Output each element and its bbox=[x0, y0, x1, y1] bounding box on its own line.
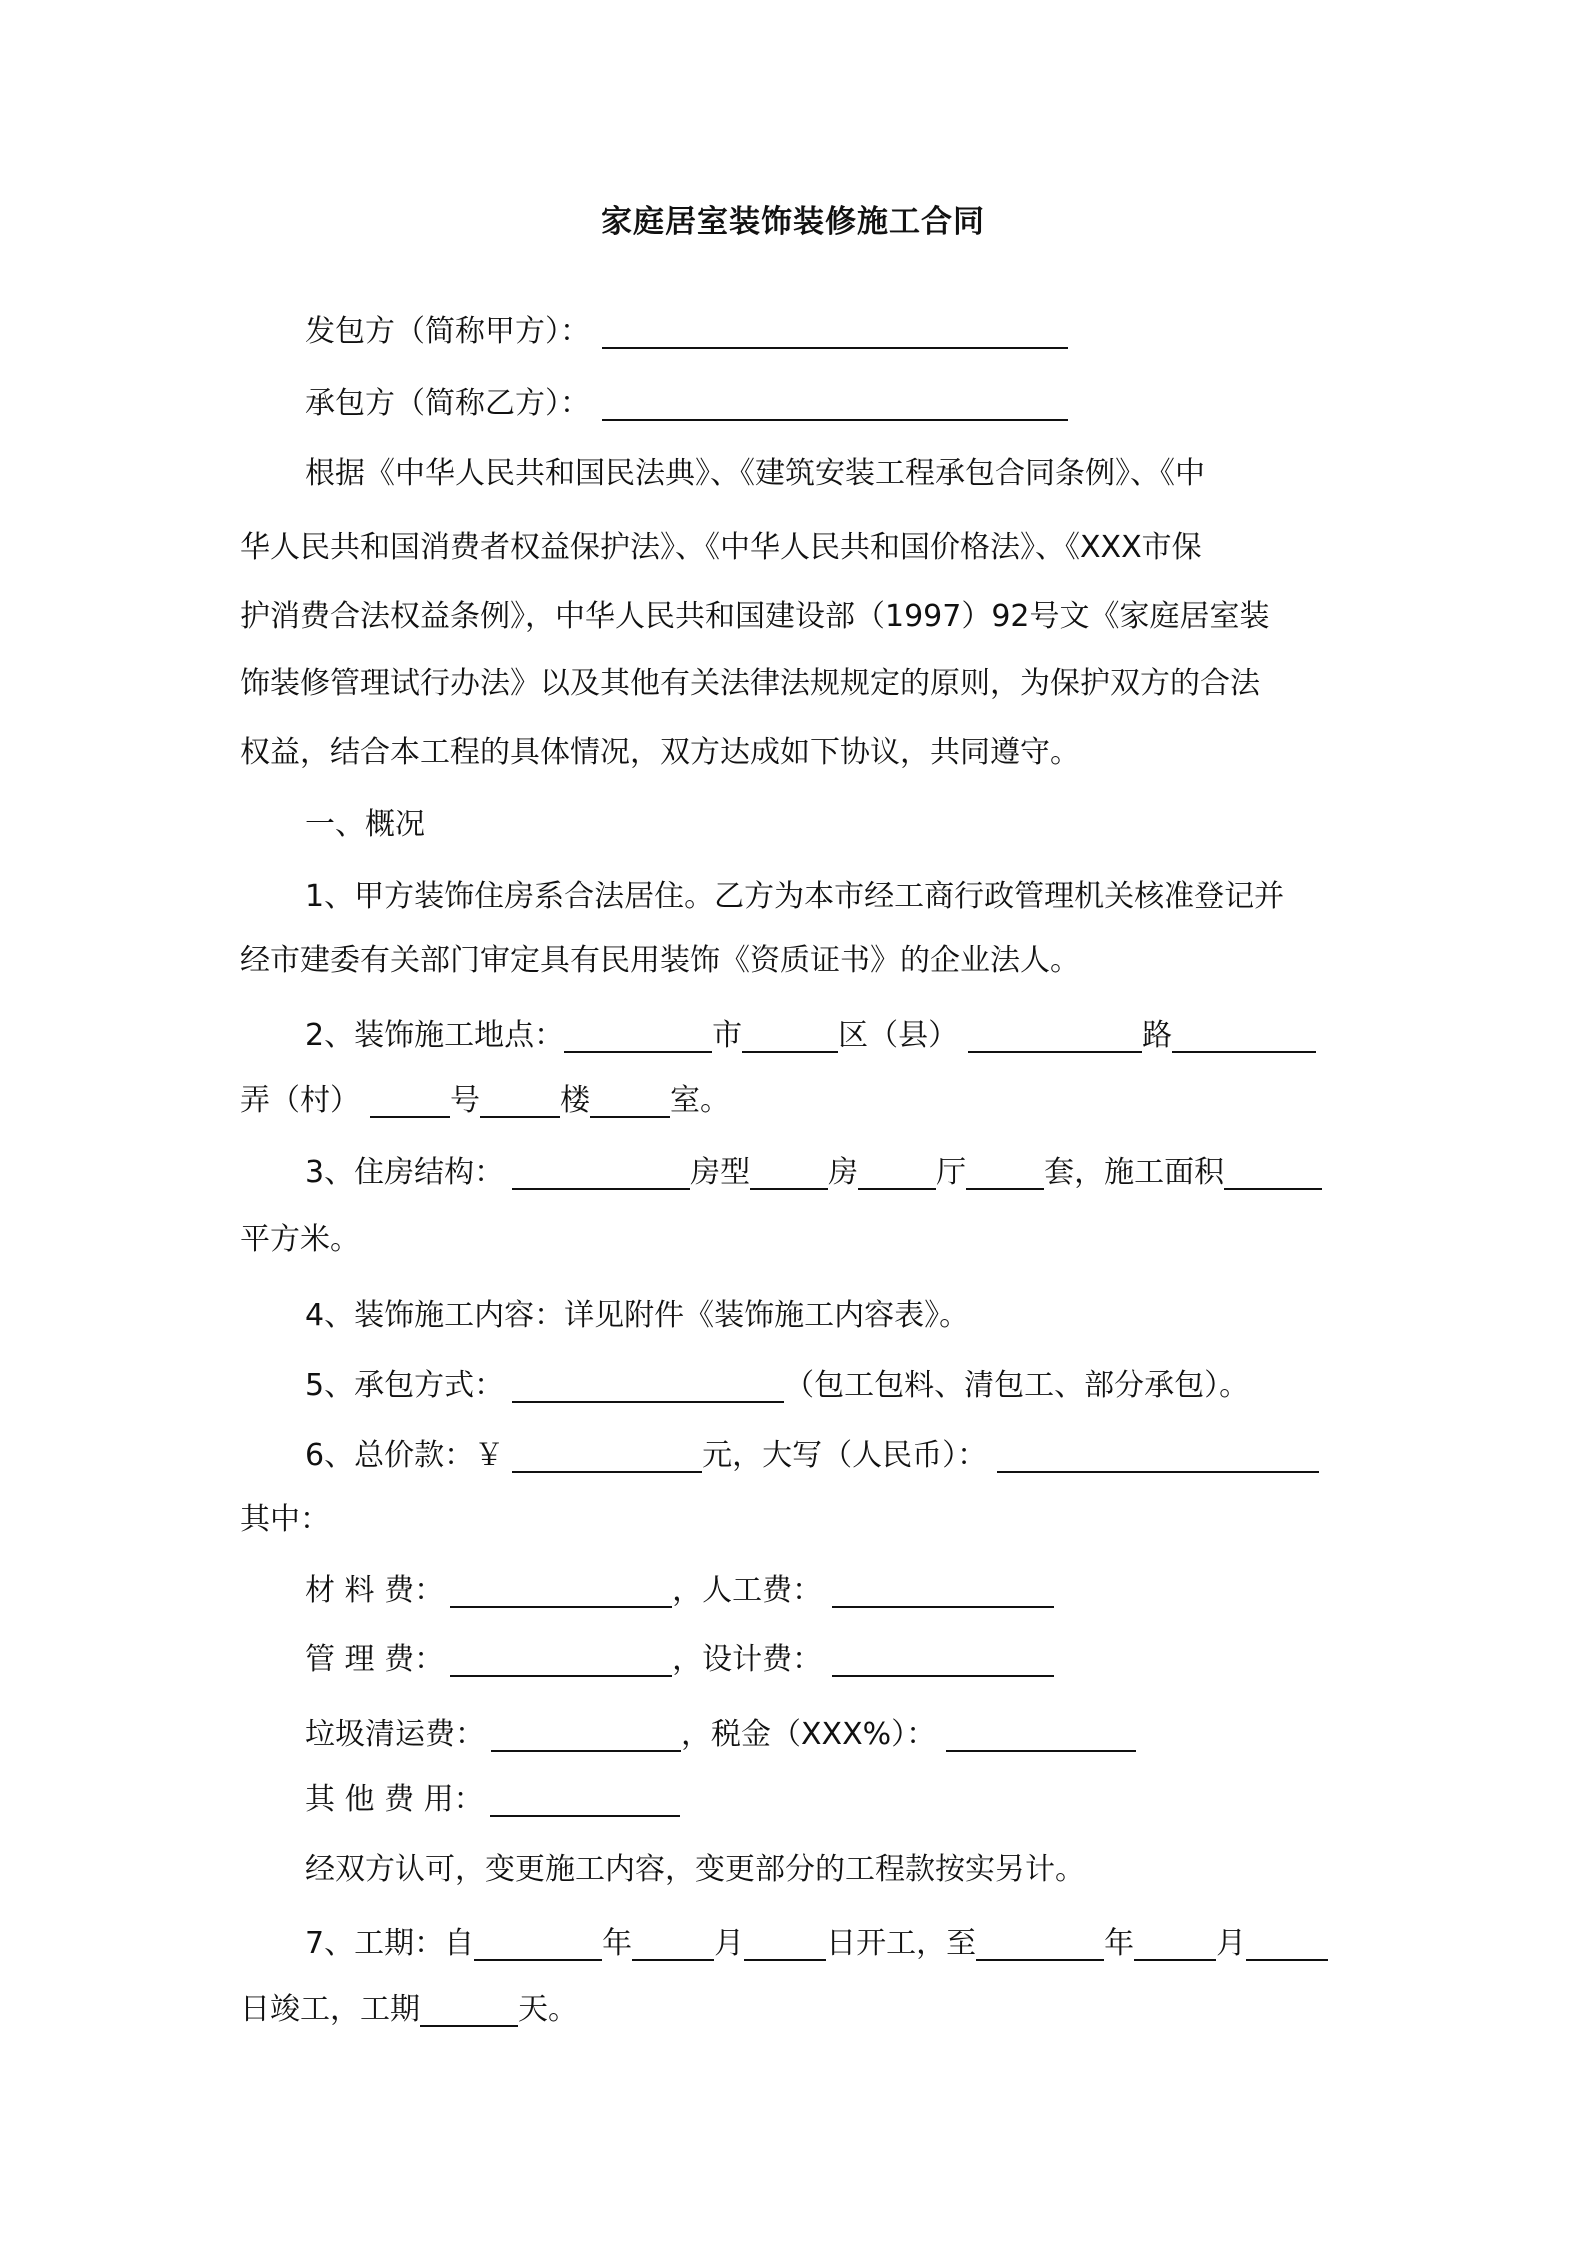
item6-yuan: 元，大写（人民币）： bbox=[702, 1438, 988, 1473]
total-price-words-blank[interactable] bbox=[997, 1437, 1319, 1473]
labor-blank[interactable] bbox=[832, 1572, 1054, 1608]
item7-start: 日开工，至 bbox=[826, 1926, 977, 1961]
suite-blank[interactable] bbox=[966, 1154, 1044, 1190]
party-b-line bbox=[305, 384, 1068, 424]
design-label: ，设计费： bbox=[672, 1642, 823, 1677]
basis-line-2: 华人民共和国消费者权益保护法》、《中华人民共和国价格法》、《XXX市保 bbox=[240, 530, 1202, 565]
item6-prefix: 6、总价款：￥ bbox=[305, 1438, 505, 1473]
item2-lane: 弄（村） bbox=[240, 1083, 360, 1118]
basis-line-5: 权益，结合本工程的具体情况，双方达成如下协议，共同遵守。 bbox=[240, 735, 1080, 770]
item3-prefix: 3、住房结构： bbox=[305, 1155, 505, 1190]
item5-options: （包工包料、清包工、部分承包）。 bbox=[784, 1368, 1250, 1403]
item2-district: 区（县） bbox=[838, 1018, 959, 1053]
tax-label: ，税金（XXX%）： bbox=[681, 1717, 937, 1752]
start-day-blank[interactable] bbox=[744, 1925, 826, 1961]
duration-blank[interactable] bbox=[420, 1991, 518, 2027]
start-year-blank[interactable] bbox=[474, 1925, 602, 1961]
contract-mode-blank[interactable] bbox=[512, 1367, 784, 1403]
fee-line-management bbox=[305, 1640, 1054, 1680]
room-blank[interactable] bbox=[590, 1082, 670, 1118]
garbage-blank[interactable] bbox=[491, 1716, 681, 1752]
end-day-blank[interactable] bbox=[1246, 1925, 1328, 1961]
building-blank[interactable] bbox=[480, 1082, 560, 1118]
rooms-blank[interactable] bbox=[750, 1154, 828, 1190]
item7-line-1 bbox=[305, 1924, 1328, 1964]
basis-line-3: 护消费合法权益条例》，中华人民共和国建设部（1997）92号文《家庭居室装 bbox=[240, 599, 1270, 634]
start-month-blank[interactable] bbox=[632, 1925, 714, 1961]
basis-line-1: 根据《中华人民共和国民法典》、《建筑安装工程承包合同条例》、《中 bbox=[305, 456, 1205, 491]
item7-end-month: 月 bbox=[1216, 1926, 1247, 1961]
item2-road: 路 bbox=[1142, 1018, 1173, 1053]
road-blank[interactable] bbox=[968, 1017, 1142, 1053]
item7-line-2 bbox=[240, 1990, 578, 2030]
total-price-blank[interactable] bbox=[512, 1437, 702, 1473]
item5-prefix: 5、承包方式： bbox=[305, 1368, 505, 1403]
item6-among: 其中： bbox=[240, 1502, 330, 1537]
material-label: 材 料 费： bbox=[305, 1573, 445, 1608]
area-blank[interactable] bbox=[1224, 1154, 1322, 1190]
end-year-blank[interactable] bbox=[976, 1925, 1104, 1961]
lane-blank[interactable] bbox=[1172, 1017, 1316, 1053]
item3-suite: 套，施工面积 bbox=[1044, 1155, 1225, 1190]
item2-line-2 bbox=[240, 1081, 730, 1121]
party-b-label: 承包方（简称乙方）： bbox=[305, 386, 590, 421]
item7-year: 年 bbox=[602, 1926, 633, 1961]
item3-line-1 bbox=[305, 1153, 1322, 1193]
halls-blank[interactable] bbox=[858, 1154, 936, 1190]
item2-room: 室。 bbox=[670, 1083, 730, 1118]
structure-blank[interactable] bbox=[512, 1154, 690, 1190]
item2-line-1 bbox=[305, 1016, 1316, 1056]
number-blank[interactable] bbox=[370, 1082, 450, 1118]
end-month-blank[interactable] bbox=[1134, 1925, 1216, 1961]
item2-city: 市 bbox=[712, 1018, 743, 1053]
item2-number: 号 bbox=[450, 1083, 480, 1118]
party-a-blank[interactable] bbox=[602, 313, 1068, 349]
item5-line bbox=[305, 1366, 1249, 1406]
other-blank[interactable] bbox=[490, 1781, 680, 1817]
city-blank[interactable] bbox=[564, 1017, 712, 1053]
district-blank[interactable] bbox=[742, 1017, 838, 1053]
item3-type: 房型 bbox=[690, 1155, 751, 1190]
item6-line-1 bbox=[305, 1436, 1319, 1476]
design-blank[interactable] bbox=[832, 1641, 1054, 1677]
section-heading-overview: 一、概况 bbox=[305, 807, 425, 842]
management-blank[interactable] bbox=[450, 1641, 672, 1677]
fee-line-material bbox=[305, 1571, 1054, 1611]
tax-blank[interactable] bbox=[946, 1716, 1136, 1752]
item2-prefix: 2、装饰施工地点： bbox=[305, 1018, 565, 1053]
page-title: 家庭居室装饰装修施工合同 bbox=[601, 204, 985, 240]
item2-building: 楼 bbox=[560, 1083, 590, 1118]
item4-line: 4、装饰施工内容：详见附件《装饰施工内容表》。 bbox=[305, 1298, 970, 1333]
management-label: 管 理 费： bbox=[305, 1642, 445, 1677]
party-b-blank[interactable] bbox=[602, 385, 1068, 421]
change-note: 经双方认可，变更施工内容，变更部分的工程款按实另计。 bbox=[305, 1852, 1085, 1887]
item7-prefix: 7、工期：自 bbox=[305, 1926, 475, 1961]
item7-month: 月 bbox=[714, 1926, 745, 1961]
item1-line-1: 1、甲方装饰住房系合法居住。乙方为本市经工商行政管理机关核准登记并 bbox=[305, 879, 1285, 914]
material-blank[interactable] bbox=[450, 1572, 672, 1608]
basis-line-4: 饰装修管理试行办法》以及其他有关法律法规规定的原则，为保护双方的合法 bbox=[240, 666, 1260, 701]
fee-line-garbage bbox=[305, 1715, 1136, 1755]
item3-halls: 厅 bbox=[936, 1155, 967, 1190]
labor-label: ，人工费： bbox=[672, 1573, 823, 1608]
item7-days: 天。 bbox=[518, 1992, 578, 2027]
item3-unit: 平方米。 bbox=[240, 1222, 360, 1257]
item7-end-day: 日竣工，工期 bbox=[240, 1992, 420, 2027]
party-a-line bbox=[305, 312, 1068, 352]
fee-line-other bbox=[305, 1780, 680, 1820]
item3-rooms: 房 bbox=[828, 1155, 859, 1190]
item7-end-year: 年 bbox=[1104, 1926, 1135, 1961]
garbage-label: 垃圾清运费： bbox=[305, 1717, 485, 1752]
party-a-label: 发包方（简称甲方）： bbox=[305, 314, 590, 349]
other-label: 其 他 费 用： bbox=[305, 1782, 484, 1817]
item1-line-2: 经市建委有关部门审定具有民用装饰《资质证书》的企业法人。 bbox=[240, 943, 1080, 978]
